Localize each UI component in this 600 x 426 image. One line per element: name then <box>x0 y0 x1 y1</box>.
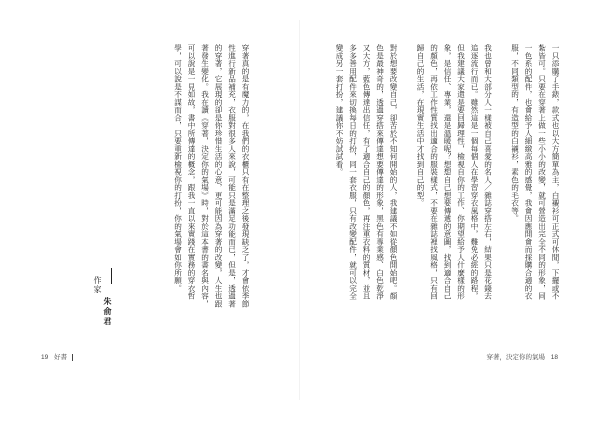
author-role: 作家 <box>93 276 102 294</box>
right-page <box>300 0 600 426</box>
author-name: 朱俞君 <box>103 297 113 327</box>
author-signature <box>92 268 114 348</box>
page-number: 19 <box>41 354 49 361</box>
paragraph: 對於想要改變自己，卻苦於不知何開始的人，我建議不如從顏色開始吧。顏色是最神奇的，透過穿搭來傳達想要傳達的形象，黑色有專業感、白色乾淨又大方，藍色傳達出信任，有了適合自己的顏色，再注重衣料的質材，並且多多善用配件來切換每日的打扮，同一套衣服，只有改變配件，就可以完全變成另一套打扮，建議你不妨試試看。 <box>335 44 398 300</box>
running-title: 穿著，決定你的氣場 <box>486 354 545 361</box>
paragraph: 我也曾和大部分人一樣被自己喜愛的名人／雜誌穿搭左右，結果只是花錢去追逐流行而已。雖然這是一個每個人在學習穿衣風格中，難免必經的路程，但我建議大家還是要回歸理性，檢視自你的工作、你期望給予人什麼樣的形象，是信任、專業，還是溫暖呢？想想自己想要傳遞的意圖，找到適合自己的顏色，再依工作性質找出適合的服裝樣式，不要在雜誌裡找風格，只有回歸自己的生活，在現實生活中才找到自己的型。 <box>416 44 493 300</box>
paragraph: 穿著真的是有魔力的，在我們的衣櫃只有在整理之後發現缺乏了，才會依季節性進行新品補充，衣服對很多人來說，可能只是滿足功能而已，但是，透過著的穿著，它展現的卻是你珍惜生活的心意，更可能因為穿著的改變，人生也跟著發生變化。我在讀《穿著，決定你的氣場》時，對於這本書的書名與內容，可以說是一見如故，書中所傳達的概念，跟我一直以來實踐在實務的穿衣哲學，可以說是不謀而合，只要重新檢視你的打扮，你的氣場會如你所願。 <box>173 44 250 308</box>
right-page-body <box>312 44 562 306</box>
title-bar-mark <box>72 354 73 361</box>
running-title: 好書 <box>54 354 68 361</box>
signature-dash <box>111 268 112 284</box>
left-page-footer <box>37 352 73 361</box>
page-number: 18 <box>550 354 558 361</box>
paragraph: 一只添購了手錶，款式也以大方簡單為主，白襯衫可正式可休閒，下擺或不紮皆可。只要在穿著上做一些小小的改變，就可營造出完全不同的形象，同一色系的配件，也會給予人細緻高雅的感覺，我會因應開會而採購合適的衣服，不同類型的，有造型的白襯衫，素色的毛衣等。 <box>510 44 560 300</box>
right-page-footer <box>486 352 562 361</box>
